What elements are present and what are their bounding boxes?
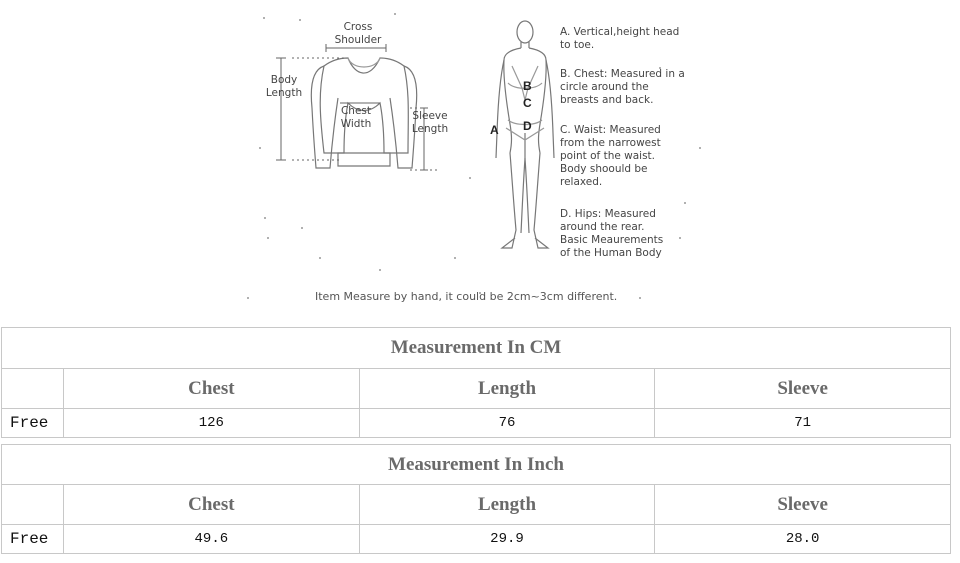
body-letter-b: B (523, 79, 532, 93)
column-header-chest: Chest (64, 369, 360, 409)
body-letter-d: D (523, 119, 532, 133)
chest-value: 49.6 (64, 525, 360, 554)
chest-value: 126 (64, 409, 360, 438)
measurement-table-inch (1, 444, 951, 554)
measurement-diagram (240, 8, 710, 323)
table-row (2, 409, 951, 438)
chest-width-label: Chest Width (340, 105, 372, 130)
body-length-label: Body Length (265, 74, 303, 99)
sleeve-length-label: Sleeve Length (411, 110, 449, 135)
legend-d: D. Hips: Measured around the rear. Basic Meaurements of the Human Body (560, 208, 664, 259)
empty-corner-cell (2, 485, 64, 525)
legend-a: A. Vertical,height head to toe. (560, 26, 680, 51)
measurement-table-cm (1, 327, 951, 438)
measure-note: Item Measure by hand, it could be 2cm~3cm different. (315, 290, 618, 303)
column-header-sleeve: Sleeve (655, 369, 951, 409)
column-header-length: Length (359, 485, 655, 525)
legend-b: B. Chest: Measured in a circle around the breasts and back. (560, 68, 685, 106)
sleeve-value: 71 (655, 409, 951, 438)
length-value: 76 (359, 409, 655, 438)
sleeve-value: 28.0 (655, 525, 951, 554)
column-header-sleeve: Sleeve (655, 485, 951, 525)
length-value: 29.9 (359, 525, 655, 554)
table-title: Measurement In Inch (2, 445, 951, 485)
table-row (2, 525, 951, 554)
empty-corner-cell (2, 369, 64, 409)
column-header-length: Length (359, 369, 655, 409)
table-title: Measurement In CM (2, 328, 951, 369)
body-figure (496, 21, 554, 248)
size-label: Free (2, 525, 64, 554)
legend-c: C. Waist: Measured from the narrowest point of the waist. Body shoould be relaxed. (560, 124, 661, 188)
size-label: Free (2, 409, 64, 438)
column-header-chest: Chest (64, 485, 360, 525)
cross-shoulder-label: Cross Shoulder (334, 21, 382, 46)
body-letter-a: A (490, 123, 499, 137)
body-letter-c: C (523, 96, 532, 110)
